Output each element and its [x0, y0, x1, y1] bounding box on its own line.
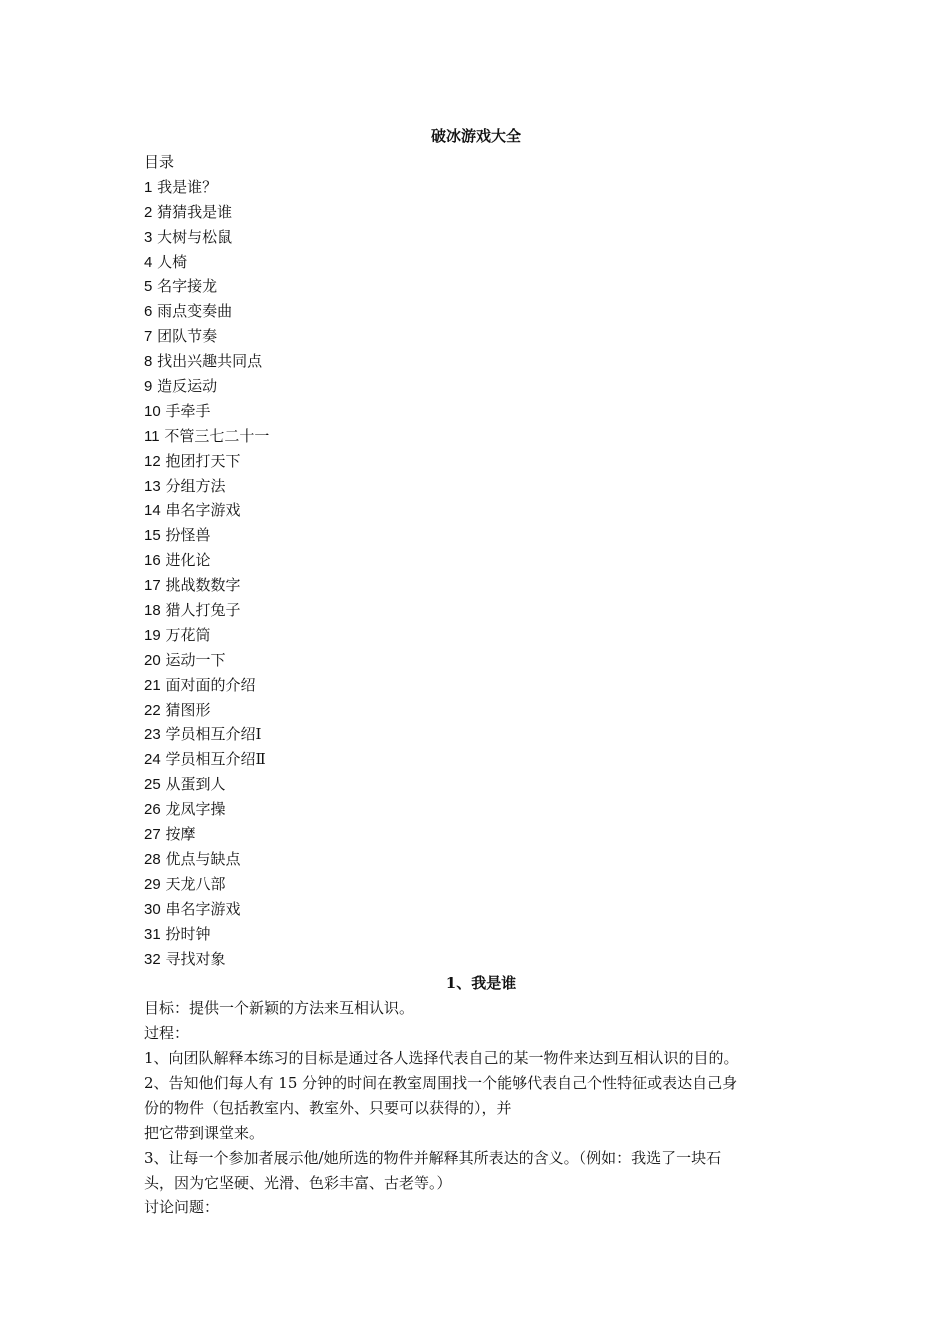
- toc-item-number: 1: [144, 178, 153, 196]
- toc-item-number: 14: [144, 502, 161, 520]
- toc-item-label: 学员相互介绍Ⅰ: [165, 725, 262, 744]
- toc-heading: 目录: [144, 153, 175, 171]
- toc-item-label: 挑战数数字: [165, 576, 241, 595]
- toc-item-number: 16: [144, 552, 161, 570]
- toc-item-number: 10: [144, 402, 161, 420]
- toc-item-number: 18: [144, 602, 161, 620]
- toc-item-number: 21: [144, 676, 161, 694]
- toc-item: [144, 698, 808, 723]
- toc-item-label: 我是谁？: [157, 177, 218, 196]
- toc-item-label: 名字接龙: [157, 277, 218, 296]
- toc-item-label: 找出兴趣共同点: [157, 352, 263, 371]
- toc-item: [144, 474, 808, 499]
- toc-item: [144, 772, 808, 797]
- toc-item: [144, 872, 808, 897]
- toc-item-label: 串名字游戏: [165, 501, 241, 520]
- toc-item-number: 3: [144, 228, 153, 246]
- toc-item: [144, 897, 808, 922]
- toc-item-number: 20: [144, 651, 161, 669]
- toc-item-number: 4: [144, 253, 153, 271]
- toc-item: [144, 274, 808, 299]
- document-title: 破冰游戏大全: [430, 127, 521, 145]
- toc-item-label: 串名字游戏: [165, 899, 241, 918]
- process-step-2-line-3: 把它带到课堂来。: [144, 1123, 265, 1142]
- toc-item-label: 团队节奏: [157, 327, 218, 346]
- toc-item-label: 大树与松鼠: [157, 227, 233, 246]
- toc-item-number: 8: [144, 353, 153, 371]
- table-of-contents: [144, 175, 808, 972]
- toc-item-number: 11: [144, 427, 160, 445]
- toc-item-number: 32: [144, 950, 161, 968]
- process-step-1: 1、向团队解释本练习的目标是通过各人选择代表自己的某一物件来达到互相认识的目的。: [144, 1049, 739, 1068]
- toc-item: [144, 374, 808, 399]
- toc-item-label: 万花筒: [165, 625, 211, 644]
- toc-item-label: 按摩: [165, 825, 196, 844]
- toc-item: [144, 947, 808, 972]
- toc-item-number: 24: [144, 751, 161, 769]
- toc-item-number: 17: [144, 577, 161, 595]
- process-step-2-line-1: 2、告知他们每人有 15 分钟的时间在教室周围找一个能够代表自己个性特征或表达自己身: [144, 1073, 738, 1092]
- toc-item-label: 寻找对象: [165, 949, 226, 968]
- toc-item: [144, 225, 808, 250]
- toc-item-number: 30: [144, 900, 161, 918]
- process-label: 过程：: [144, 1024, 190, 1043]
- toc-item-label: 分组方法: [165, 476, 226, 495]
- toc-item-number: 7: [144, 328, 153, 346]
- toc-item-label: 雨点变奏曲: [157, 302, 233, 321]
- toc-item: [144, 673, 808, 698]
- toc-item: [144, 200, 808, 225]
- section-goal: 目标：提供一个新颖的方法来互相认识。: [144, 999, 415, 1018]
- toc-item-label: 造反运动: [157, 377, 218, 396]
- toc-item: [144, 324, 808, 349]
- toc-item-label: 学员相互介绍Ⅱ: [165, 750, 266, 769]
- toc-item: [144, 250, 808, 275]
- toc-item-label: 不管三七二十一: [164, 426, 270, 445]
- section-heading: 1、我是谁: [445, 974, 517, 993]
- toc-item-number: 6: [144, 303, 153, 321]
- toc-item: [144, 449, 808, 474]
- toc-item-label: 运动一下: [165, 650, 226, 669]
- toc-item-label: 猜猜我是谁: [157, 202, 233, 221]
- toc-item-number: 28: [144, 850, 161, 868]
- toc-item-number: 29: [144, 875, 161, 893]
- toc-item-number: 26: [144, 801, 161, 819]
- toc-item: [144, 498, 808, 523]
- toc-item: [144, 922, 808, 947]
- toc-item-number: 2: [144, 203, 153, 221]
- toc-item: [144, 424, 808, 449]
- toc-item-number: 15: [144, 527, 161, 545]
- toc-item: [144, 175, 808, 200]
- toc-item-label: 进化论: [165, 551, 211, 570]
- toc-item: [144, 747, 808, 772]
- toc-item: [144, 299, 808, 324]
- toc-item-label: 扮时钟: [165, 924, 211, 943]
- toc-item-label: 猎人打兔子: [165, 601, 241, 620]
- toc-item-number: 13: [144, 477, 161, 495]
- toc-item: [144, 548, 808, 573]
- toc-item: [144, 598, 808, 623]
- toc-item-label: 人椅: [157, 252, 188, 271]
- toc-item-label: 天龙八部: [165, 874, 226, 893]
- toc-item-number: 19: [144, 626, 161, 644]
- toc-item-label: 龙凤字操: [165, 800, 226, 819]
- toc-item-number: 31: [144, 925, 161, 943]
- toc-item-label: 扮怪兽: [165, 526, 211, 545]
- discussion-label: 讨论问题：: [144, 1198, 220, 1217]
- toc-item-number: 12: [144, 452, 161, 470]
- toc-item: [144, 797, 808, 822]
- toc-item-number: 25: [144, 776, 161, 794]
- toc-item-number: 22: [144, 701, 161, 719]
- toc-item: [144, 573, 808, 598]
- process-step-3-line-1: 3、让每一个参加者展示他/她所选的物件并解释其所表达的含义。（例如：我选了一块石: [144, 1148, 722, 1167]
- toc-item: [144, 623, 808, 648]
- toc-item: [144, 847, 808, 872]
- toc-item-label: 抱团打天下: [165, 451, 241, 470]
- toc-item: [144, 648, 808, 673]
- toc-item: [144, 722, 808, 747]
- toc-item-number: 5: [144, 278, 153, 296]
- toc-item-label: 从蛋到人: [165, 775, 226, 794]
- toc-item-label: 面对面的介绍: [165, 675, 256, 694]
- toc-item: [144, 349, 808, 374]
- process-step-3-line-2: 头，因为它坚硬、光滑、色彩丰富、古老等。）: [144, 1173, 452, 1192]
- toc-item-number: 23: [144, 726, 161, 744]
- toc-item-number: 27: [144, 826, 161, 844]
- toc-item: [144, 523, 808, 548]
- toc-item: [144, 399, 808, 424]
- toc-item-label: 优点与缺点: [165, 849, 241, 868]
- document-page: [144, 124, 808, 1220]
- toc-item-label: 手牵手: [165, 401, 211, 420]
- toc-item: [144, 822, 808, 847]
- toc-item-label: 猜图形: [165, 700, 211, 719]
- toc-item-number: 9: [144, 378, 153, 396]
- process-step-2-line-2: 份的物件（包括教室内、教室外、只要可以获得的），并: [144, 1098, 512, 1117]
